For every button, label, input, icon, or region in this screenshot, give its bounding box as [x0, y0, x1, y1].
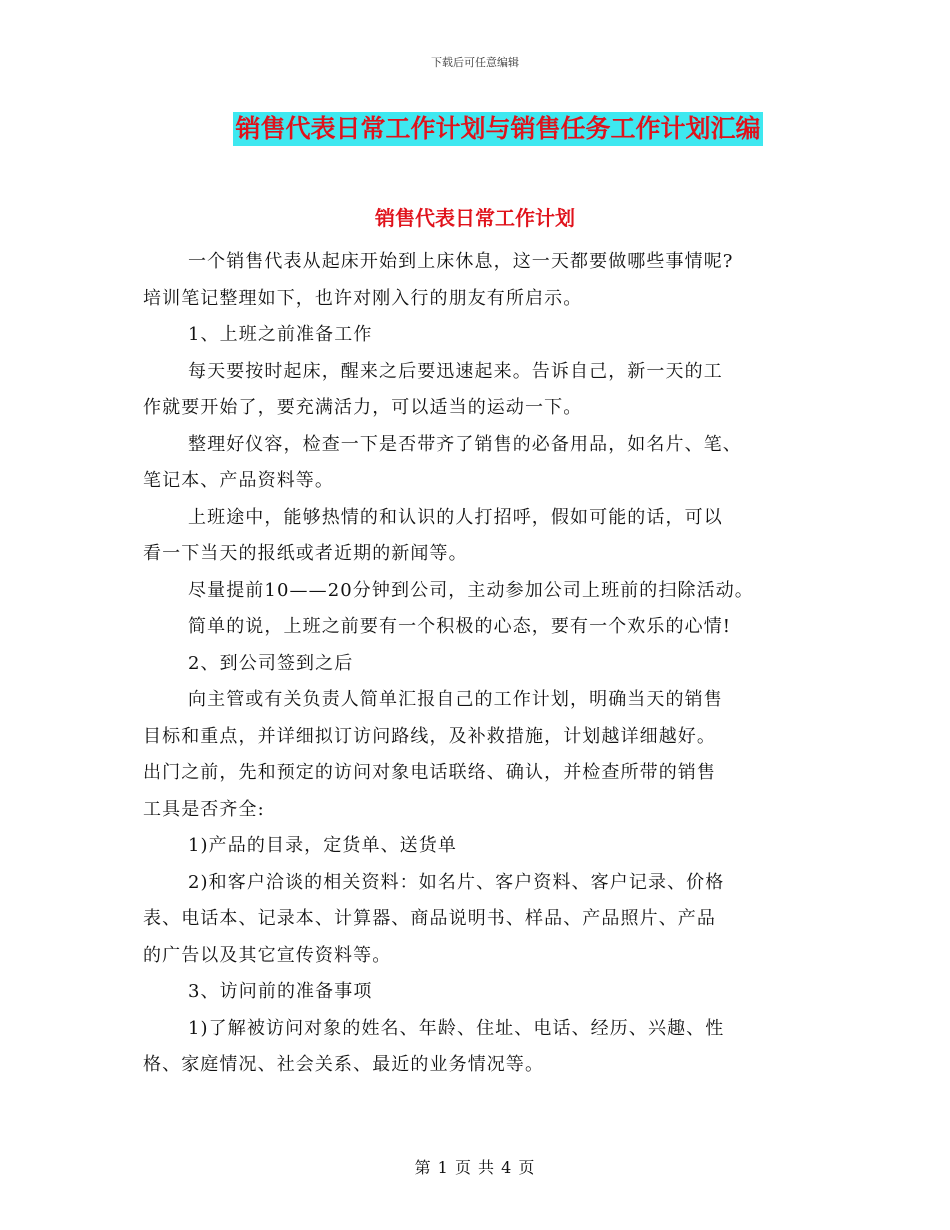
- header-note: 下载后可任意编辑: [431, 56, 519, 69]
- text-line: 2、到公司签到之后: [188, 652, 354, 674]
- text-line: 简单的说，上班之前要有一个积极的心态，要有一个欢乐的心情!: [188, 616, 732, 637]
- text-line: 2)和客户洽谈的相关资料：如名片、客户资料、客户记录、价格: [188, 871, 725, 893]
- text-line: 出门之前，先和预定的访问对象电话联络、确认，并检查所带的销售: [143, 762, 716, 783]
- text-line: 目标和重点，并详细拟订访问路线，及补救措施，计划越详细越好。: [143, 725, 716, 747]
- text-line: 1、上班之前准备工作: [188, 324, 373, 345]
- text-line: 表、电话本、记录本、计算器、商品说明书、样品、产品照片、产品: [143, 908, 716, 929]
- text-line: 培训笔记整理如下，也许对刚入行的朋友有所启示。: [143, 287, 583, 309]
- document-title-wrapper: [0, 112, 950, 146]
- text-line: 的广告以及其它宣传资料等。: [143, 944, 392, 966]
- text-line: 1)产品的目录，定货单、送货单: [188, 835, 457, 856]
- text-line: 笔记本、产品资料等。: [143, 470, 334, 491]
- text-line: 1)了解被访问对象的姓名、年龄、住址、电话、经历、兴趣、性: [188, 1017, 725, 1039]
- text-line: 格、家庭情况、社会关系、最近的业务情况等。: [143, 1054, 545, 1075]
- text-line: 作就要开始了，要充满活力，可以适当的运动一下。: [143, 397, 583, 418]
- text-line: 尽量提前10——20分钟到公司，主动参加公司上班前的扫除活动。: [188, 579, 754, 601]
- document-title: 销售代表日常工作计划与销售任务工作计划汇编: [233, 112, 762, 146]
- text-line: 每天要按时起床，醒来之后要迅速起来。告诉自己，新一天的工: [188, 360, 723, 382]
- page-footer: 第 1 页 共 4 页: [414, 1158, 536, 1177]
- text-line: 向主管或有关负责人简单汇报自己的工作计划，明确当天的销售: [188, 689, 723, 710]
- text-line: 看一下当天的报纸或者近期的新闻等。: [143, 543, 468, 564]
- body-text: [143, 244, 823, 1084]
- text-line: 整理好仪容，检查一下是否带齐了销售的必备用品，如名片、笔、: [188, 433, 742, 455]
- text-line: 工具是否齐全:: [143, 798, 265, 820]
- section-title: 销售代表日常工作计划: [375, 206, 575, 230]
- text-line: 上班途中，能够热情的和认识的人打招呼，假如可能的话，可以: [188, 506, 723, 528]
- text-line: 3、访问前的准备事项: [188, 981, 373, 1002]
- text-line: 一个销售代表从起床开始到上床休息，这一天都要做哪些事情呢?: [188, 251, 734, 272]
